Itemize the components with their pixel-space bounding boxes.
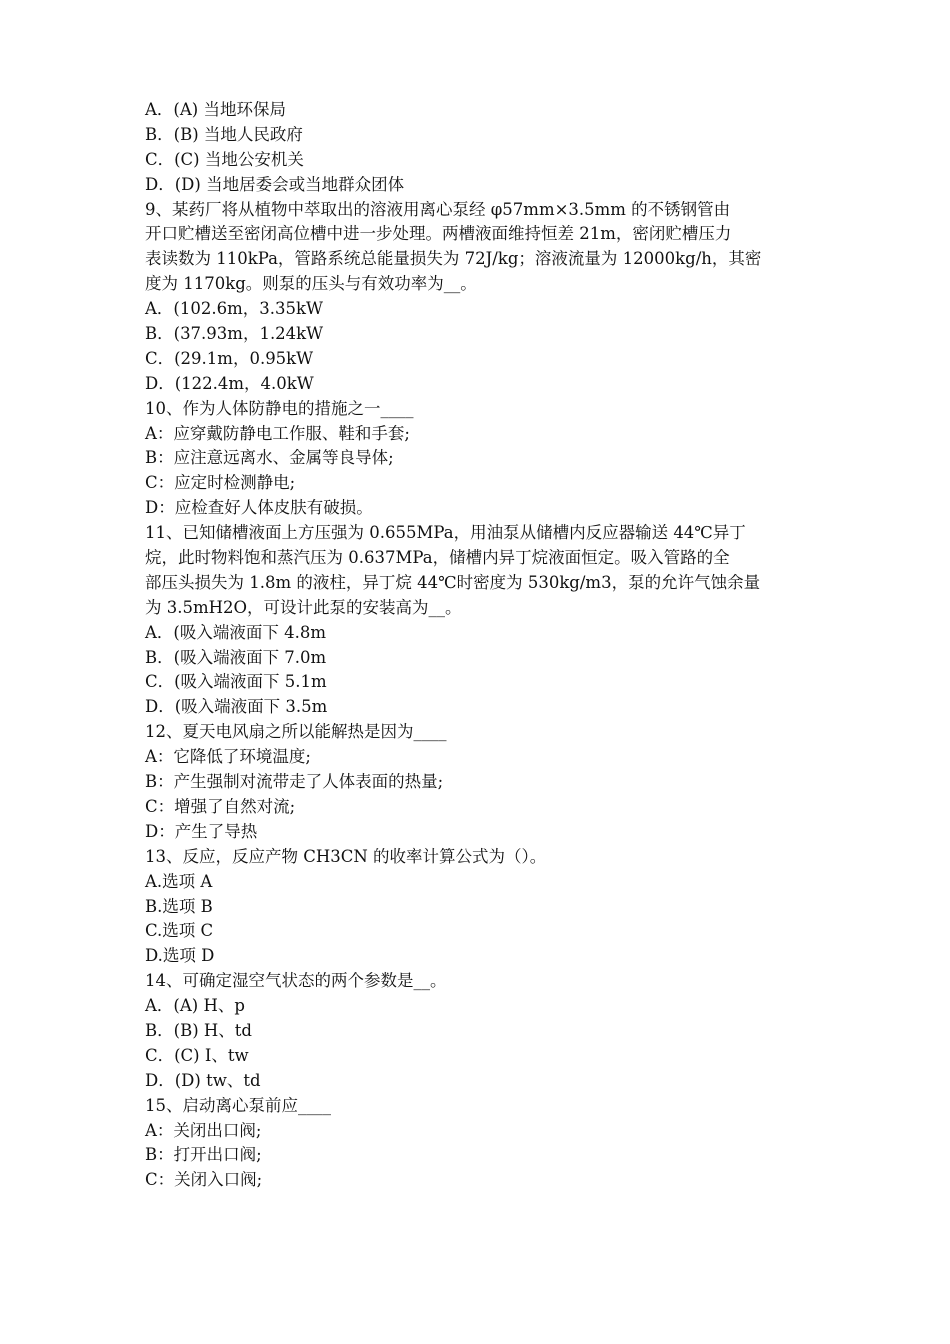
question-text: 10、作为人体防静电的措施之一____ <box>145 398 414 418</box>
document-page <box>145 98 809 1193</box>
question-text-line: 为 3.5mH2O，可设计此泵的安装高为__。 <box>145 597 462 617</box>
question-15 <box>145 1094 809 1194</box>
question-text-line: 部压头损失为 1.8m 的液柱，异丁烷 44℃时密度为 530kg/m3，泵的允许气蚀余量 <box>145 572 761 592</box>
question-9 <box>145 198 809 397</box>
option-d: D．(吸入端液面下 3.5m <box>145 697 328 717</box>
option-d: D．(D) tw、td <box>145 1070 261 1090</box>
option-a: A．(A) 当地环保局 <box>145 100 286 119</box>
question-text-line: 9、某药厂将从植物中萃取出的溶液用离心泵经 φ57mm×3.5mm 的不锈钢管由 <box>145 199 731 219</box>
option-c: C．(C) I、tw <box>145 1045 249 1065</box>
question-13 <box>145 845 809 969</box>
option-c: C．(吸入端液面下 5.1m <box>145 672 327 692</box>
question-8-options <box>145 98 809 198</box>
option-a: A．(A) H、p <box>145 996 245 1016</box>
option-a: A：关闭出口阀; <box>145 1120 262 1140</box>
option-d: D．(D) 当地居委会或当地群众团体 <box>145 174 405 194</box>
option-b: B：打开出口阀; <box>145 1145 262 1165</box>
option-a: A.选项 A <box>145 871 213 891</box>
question-text-line: 开口贮槽送至密闭高位槽中进一步处理。两槽液面维持恒差 21m，密闭贮槽压力 <box>145 224 732 244</box>
option-b: B：应注意远离水、金属等良导体; <box>145 448 394 468</box>
option-a: A：它降低了环境温度; <box>145 747 311 767</box>
option-b: B．(吸入端液面下 7.0m <box>145 647 327 667</box>
option-b: B．(B) H、td <box>145 1020 252 1040</box>
option-d: D：产生了导热 <box>145 821 258 841</box>
question-text-line: 11、已知储槽液面上方压强为 0.655MPa，用油泵从储槽内反应器输送 44℃异丁 <box>145 523 746 543</box>
option-d: D.选项 D <box>145 946 215 966</box>
option-c: C：应定时检测静电; <box>145 473 296 493</box>
question-text: 14、可确定湿空气状态的两个参数是__。 <box>145 971 447 991</box>
option-a: A：应穿戴防静电工作服、鞋和手套; <box>145 423 410 443</box>
option-c: C.选项 C <box>145 921 214 941</box>
question-14 <box>145 969 809 1093</box>
question-text: 15、启动离心泵前应____ <box>145 1095 331 1115</box>
option-a: A．(吸入端液面下 4.8m <box>145 622 326 642</box>
option-b: B：产生强制对流带走了人体表面的热量; <box>145 772 444 792</box>
question-text-line: 度为 1170kg。则泵的压头与有效功率为__。 <box>145 274 477 294</box>
question-text: 13、反应，反应产物 CH3CN 的收率计算公式为（）。 <box>145 846 547 866</box>
question-10 <box>145 397 809 521</box>
question-text: 12、夏天电风扇之所以能解热是因为____ <box>145 722 447 742</box>
option-d: D：应检查好人体皮肤有破损。 <box>145 498 373 518</box>
option-b: B.选项 B <box>145 896 213 916</box>
question-text-line: 表读数为 110kPa，管路系统总能量损失为 72J/kg；溶液流量为 12000kg/h，其密 <box>145 249 762 269</box>
option-b: B．(B) 当地人民政府 <box>145 124 303 144</box>
option-c: C．(C) 当地公安机关 <box>145 149 304 169</box>
option-c: C．(29.1m，0.95kW <box>145 348 314 368</box>
option-b: B．(37.93m，1.24kW <box>145 324 324 344</box>
option-c: C：增强了自然对流; <box>145 796 296 816</box>
question-11 <box>145 521 809 720</box>
option-c: C：关闭入口阀; <box>145 1170 263 1190</box>
question-12 <box>145 720 809 844</box>
option-a: A．(102.6m，3.35kW <box>145 299 323 319</box>
option-d: D．(122.4m，4.0kW <box>145 373 314 393</box>
question-text-line: 烷，此时物料饱和蒸汽压为 0.637MPa，储槽内异丁烷液面恒定。吸入管路的全 <box>145 548 730 568</box>
